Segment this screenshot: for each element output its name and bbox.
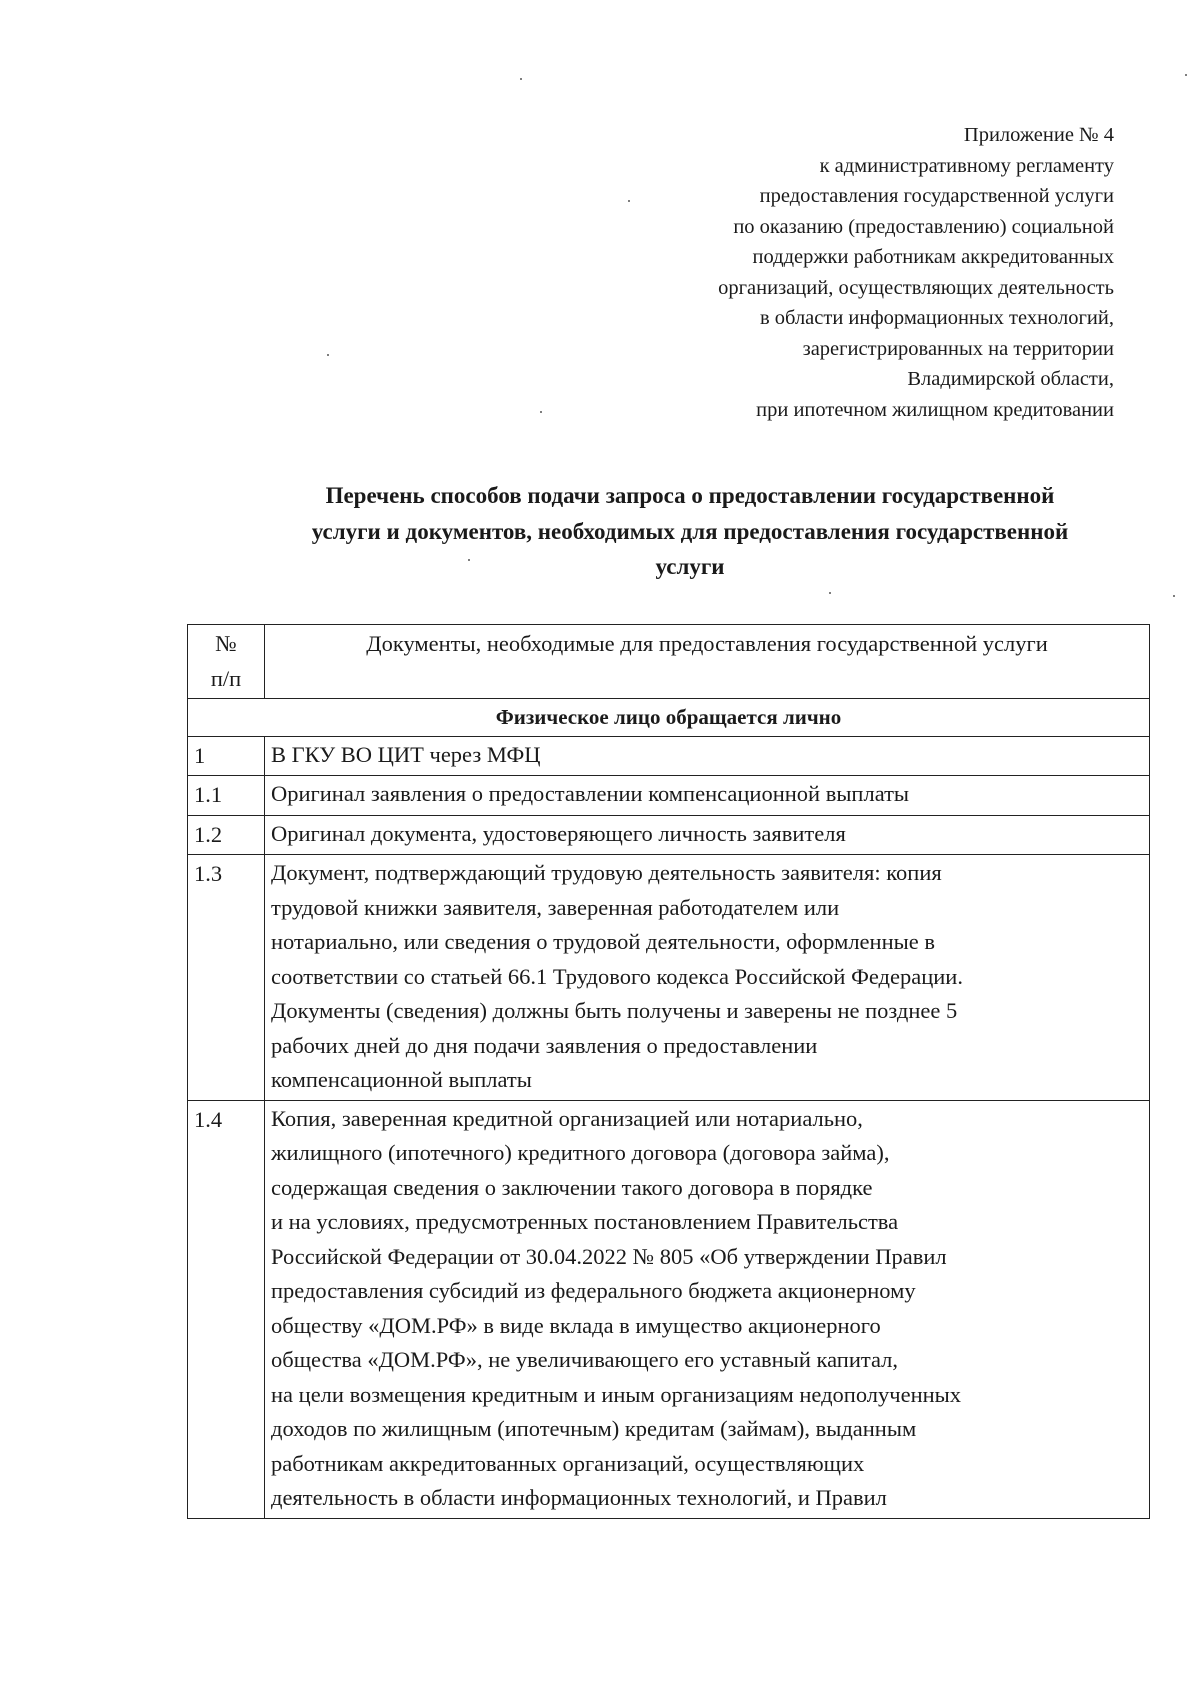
appendix-line: предоставления государственной услуги (759, 185, 1114, 207)
scan-speck (327, 354, 329, 356)
row-line: нотариально, или сведения о трудовой деятельности, оформленные в (271, 929, 935, 954)
row-document-text (265, 815, 1150, 855)
row-line: Документы (сведения) должны быть получены и заверены не позднее 5 (271, 998, 958, 1023)
row-line: Копия, заверенная кредитной организацией или нотариально, (271, 1105, 863, 1131)
column-header-number (188, 625, 265, 699)
row-document-text (265, 736, 1150, 776)
table-row (188, 736, 1150, 776)
row-number: 1.3 (188, 855, 265, 1101)
row-line: В ГКУ ВО ЦИТ через МФЦ (271, 741, 541, 767)
title-line: услуги и документов, необходимых для предоставления государственной (311, 518, 1069, 544)
row-line: компенсационной выплаты (271, 1067, 532, 1092)
row-line: обществу «ДОМ.РФ» в виде вклада в имущество акционерного (271, 1312, 881, 1338)
appendix-line: по оказанию (предоставлению) социальной (733, 215, 1114, 238)
table-row (188, 776, 1150, 816)
row-line: на цели возмещения кредитным и иным организациям недополученных (271, 1381, 962, 1407)
scan-speck (829, 592, 831, 594)
row-document-text (265, 776, 1150, 816)
table-header-row (188, 625, 1150, 699)
scan-speck (540, 411, 542, 413)
scan-speck (520, 78, 522, 80)
row-line: трудовой книжки заявителя, заверенная работодателем или (271, 894, 840, 920)
row-number: 1.4 (188, 1100, 265, 1518)
row-number: 1.2 (188, 815, 265, 855)
appendix-line: при ипотечном жилищном кредитовании (756, 398, 1114, 421)
row-document-text (265, 855, 1150, 1101)
appendix-line: поддержки работникам аккредитованных (752, 246, 1114, 268)
title-line: услуги (655, 554, 725, 579)
appendix-header (554, 120, 1114, 425)
section-title: Физическое лицо обращается лично (188, 699, 1150, 737)
column-header-documents: Документы, необходимые для предоставления государственной услуги (265, 625, 1150, 699)
appendix-line: зарегистрированных на территории (802, 337, 1114, 360)
row-line: общества «ДОМ.РФ», не увеличивающего его уставный капитал, (271, 1347, 899, 1372)
title-line: Перечень способов подачи запроса о предоставлении государственной (325, 483, 1055, 508)
row-line: рабочих дней до дня подачи заявления о предоставлении (271, 1032, 818, 1058)
appendix-line: к административному регламенту (819, 154, 1114, 177)
appendix-line: организаций, осуществляющих деятельность (718, 276, 1114, 299)
row-number: 1.1 (188, 776, 265, 816)
row-line: соответствии со статьей 66.1 Трудового кодекса Российской Федерации. (271, 963, 963, 989)
documents-table (187, 624, 1150, 1519)
row-number: 1 (188, 736, 265, 776)
document-title (240, 478, 1140, 585)
row-line: деятельность в области информационных технологий, и Правил (271, 1485, 887, 1510)
row-line: содержащая сведения о заключении такого договора в порядке (271, 1174, 873, 1200)
table-row (188, 1100, 1150, 1518)
header-num-line: п/п (210, 665, 242, 691)
header-num-line: № (215, 631, 237, 656)
table-section-row (188, 699, 1150, 737)
row-document-text (265, 1100, 1150, 1518)
appendix-line: Приложение № 4 (963, 124, 1114, 146)
row-line: Оригинал документа, удостоверяющего личность заявителя (271, 820, 846, 846)
row-line: Оригинал заявления о предоставлении компенсационной выплаты (271, 781, 910, 806)
appendix-line: в области информационных технологий, (759, 307, 1114, 329)
scan-speck (1173, 595, 1175, 597)
appendix-line: Владимирской области, (907, 368, 1114, 390)
row-line: Российской Федерации от 30.04.2022 № 805 «Об утверждении Правил (271, 1243, 947, 1269)
scan-speck (1185, 74, 1187, 76)
row-line: Документ, подтверждающий трудовую деятельность заявителя: копия (271, 860, 942, 885)
row-line: предоставления субсидий из федерального бюджета акционерному (271, 1278, 916, 1303)
row-line: и на условиях, предусмотренных постановлением Правительства (271, 1209, 899, 1234)
row-line: работникам аккредитованных организаций, осуществляющих (271, 1450, 865, 1476)
table-row (188, 815, 1150, 855)
table-row (188, 855, 1150, 1101)
row-line: жилищного (ипотечного) кредитного договора (договора займа), (271, 1140, 890, 1165)
row-line: доходов по жилищным (ипотечным) кредитам (займам), выданным (271, 1416, 917, 1441)
